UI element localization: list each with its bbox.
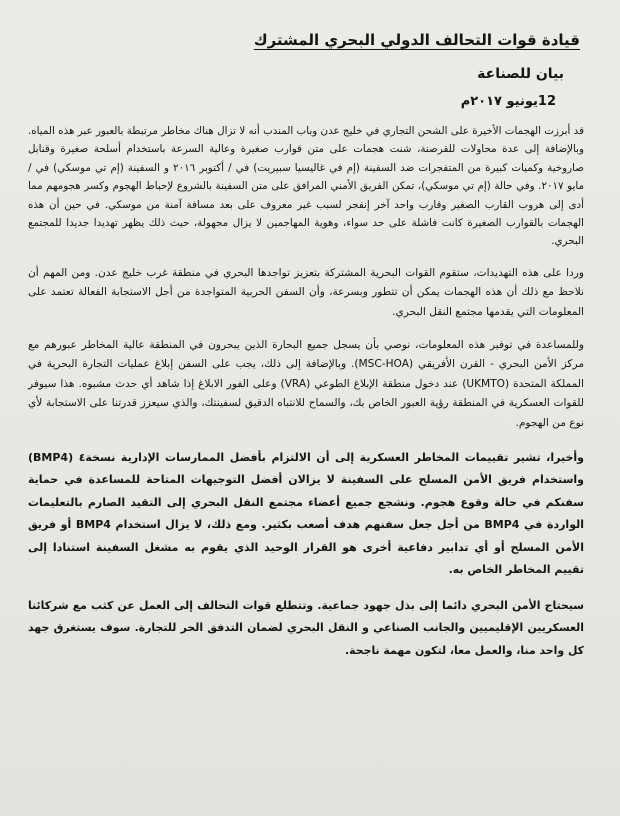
- document-date: 12يونيو ٢٠١٧م: [460, 94, 556, 109]
- paragraph-reporting: وللمساعدة في توفير هذه المعلومات، نوصي بأن يسجل جميع البحارة الذين يبحرون في المنطقة عالية المخاطر عبورهم مع مركز الأمن البحري - القرن الأفريقي (MSC-HOA). وبالإضافة إلى ذلك، يجب على السفن إبلاغ عمليات التجارة البحرية في المملكة المتحدة (UKMTO) عند دخول منطقة الإبلاغ الطوعي (VRA) وعلى الفور الابلاغ إذا شاهد أي حدث مشبوه. هذا سيوفر للقوات العسكرية في المنطقة رؤية العبور الخاص بك، والسماح للانتباه الدقيق لسفينتك، والذي سيعزز قدرتنا على الاستجابة لأي نوع من الهجوم.: [28, 338, 584, 429]
- paragraph-response: وردا على هذه التهديدات، ستقوم القوات البحرية المشتركة بتعزيز تواجدها البحري في منطقة غرب خليج عدن. ومن المهم أن نلاحظ مع ذلك أن هذه الهجمات يمكن أن تتطور وبسرعة، وأن السفن الحربية المتواجدة من أجل الاستجابة الفعالة تعتمد على المعلومات التي يقدمها مجتمع النقل البحري.: [28, 266, 584, 319]
- paragraph-closing: سيحتاج الأمن البحري دائما إلى بذل جهود جماعية. وتتطلع قوات التحالف إلى العمل عن كثب مع شركائنا العسكريين الإقليميين والجانب الصناعي و النقل البحري لضمان التدفق الحر للتجارة. سوف يستغرق جهد كل واحد منا، والعمل معا، لتكون مهمة ناجحة.: [28, 598, 584, 657]
- paragraph-bmp4: وأخيرا، تشير تقييمات المخاطر العسكرية إلى أن الالتزام بأفضل الممارسات الإدارية نسخة٤ (BMP4) واستخدام فريق الأمن المسلح على السفينة لا يزالان أفضل التوجيهات المتاحة للمساعدة في حماية سفنكم في حالة وقوع هجوم. ونشجع جميع أعضاء مجتمع النقل البحري إلى التقيد الصارم بالتعليمات الواردة في BMP4 من أجل جعل سفنهم هدف أصعب بكثير. ومع ذلك، لا يزال استخدام BMP4 أو فريق الأمن المسلح أو أي تدابير دفاعية أخرى هو القرار الوحيد الذي يقوم به مشغل السفينة استنادا إلى تقييم المخاطر الخاص به.: [28, 450, 584, 577]
- paragraph-recent-attacks: قد أبرزت الهجمات الأخيرة على الشحن التجاري في خليج عدن وباب المندب أنه لا تزال هناك مخاطر مرتبطة بالعبور عبر هذه المياه. وبالإضافة إلى عدة محاولات للقرصنة، شنت هجمات على متن قوارب صغيرة وعالية السرعة باستخدام أسلحة صغيرة وقنابل صاروخية وكميات كبيرة من المتفجرات ضد السفينة (إم في غاليسيا سبيريت) في / أكتوبر ٢٠١٦ و السفينة (إم تي موسكي) في / مايو ٢٠١٧. وفي حالة (إم تي موسكي)، تمكن الفريق الأمني المرافق على متن السفينة بالشروع لإحباط الهجوم وكسر هجومهم مما أدى إلى هروب القارب الصغير وقارب واحد آخر إنفجر لسبب غير معروف على بعد مسافة آمنة من موسكي. في حين أن هذه الهجمات بالقوارب الصغيرة كانت فاشلة على حد سواء، وهوية المهاجمين لا يزال مجهولة، حيث ذلك يظهر تهديدا جديدا للمجتمع البحري.: [28, 125, 584, 248]
- document-subtitle: بيان للصناعة: [477, 66, 564, 82]
- document-title: قيادة قوات التحالف الدولي البحري المشترك: [253, 31, 580, 49]
